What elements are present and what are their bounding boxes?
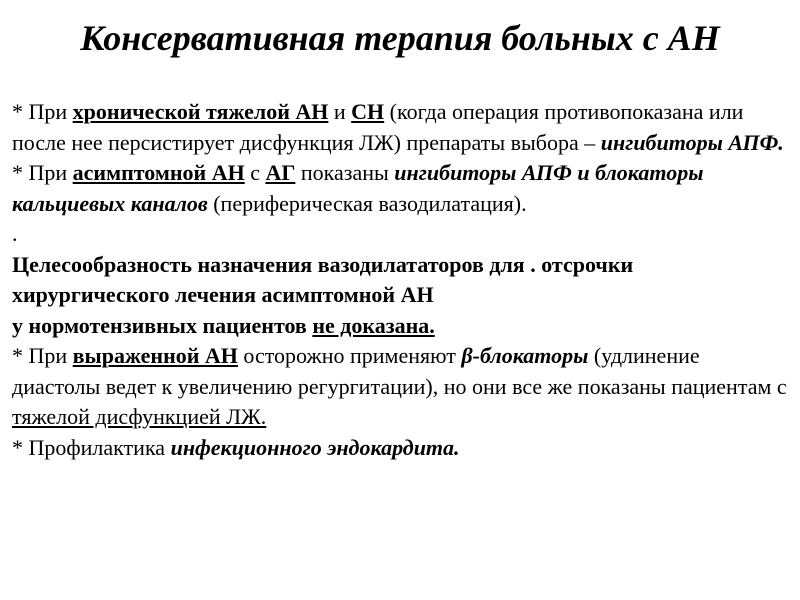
text: (периферическая вазодилатация). [207, 190, 527, 216]
emphasis-infective-endocarditis: инфекционного эндокардита. [170, 434, 460, 460]
paragraph-dot [12, 219, 792, 250]
emphasis-severe-an: выраженной АН [72, 343, 238, 368]
text: * При [12, 343, 73, 368]
text: * При [12, 99, 73, 124]
slide-title: Консервативная терапия больных с АН [80, 18, 720, 58]
text: * При [12, 160, 73, 185]
paragraph-prophylaxis [12, 433, 792, 464]
text: (когда операция противопоказана или после нее персистирует дисфункция ЛЖ) препараты выбора – [12, 99, 744, 155]
text: и [328, 99, 352, 124]
text: у нормотензивных пациентов [12, 312, 313, 338]
paragraph-chronic-an [12, 97, 792, 158]
emphasis-ace-and-calcium-blockers: ингибиторы АПФ и блокаторы кальциевых каналов [12, 160, 704, 216]
text: Целесообразность назначения вазодилататоров для . отсрочки хирургического лечения асимптомной АН [12, 251, 634, 307]
text: (удлинение диастолы ведет к увеличению регургитации), но они все же показаны пациентам с [12, 343, 787, 399]
emphasis-severe-lv-dysfunction: тяжелой дисфункцией ЛЖ. [12, 404, 267, 429]
paragraph-severe-an [12, 341, 792, 433]
slide-body [12, 97, 792, 463]
text: . [12, 221, 18, 246]
emphasis-beta-blockers: β-блокаторы [461, 343, 589, 368]
text: показаны [295, 160, 395, 185]
text: осторожно применяют [237, 343, 462, 368]
paragraph-vasodilators [12, 250, 792, 342]
emphasis-not-proven: не доказана. [312, 312, 435, 338]
emphasis-asymptomatic-an: асимптомной АН [72, 160, 245, 185]
emphasis-ag: АГ [265, 160, 296, 185]
emphasis-chronic-severe-an: хронической тяжелой АН [72, 99, 329, 124]
paragraph-asymptomatic-an [12, 158, 792, 219]
text: * Профилактика [12, 434, 171, 460]
text: с [244, 160, 266, 185]
emphasis-sn: СН [351, 99, 385, 124]
emphasis-ace-inhibitors: ингибиторы АПФ. [600, 129, 784, 155]
